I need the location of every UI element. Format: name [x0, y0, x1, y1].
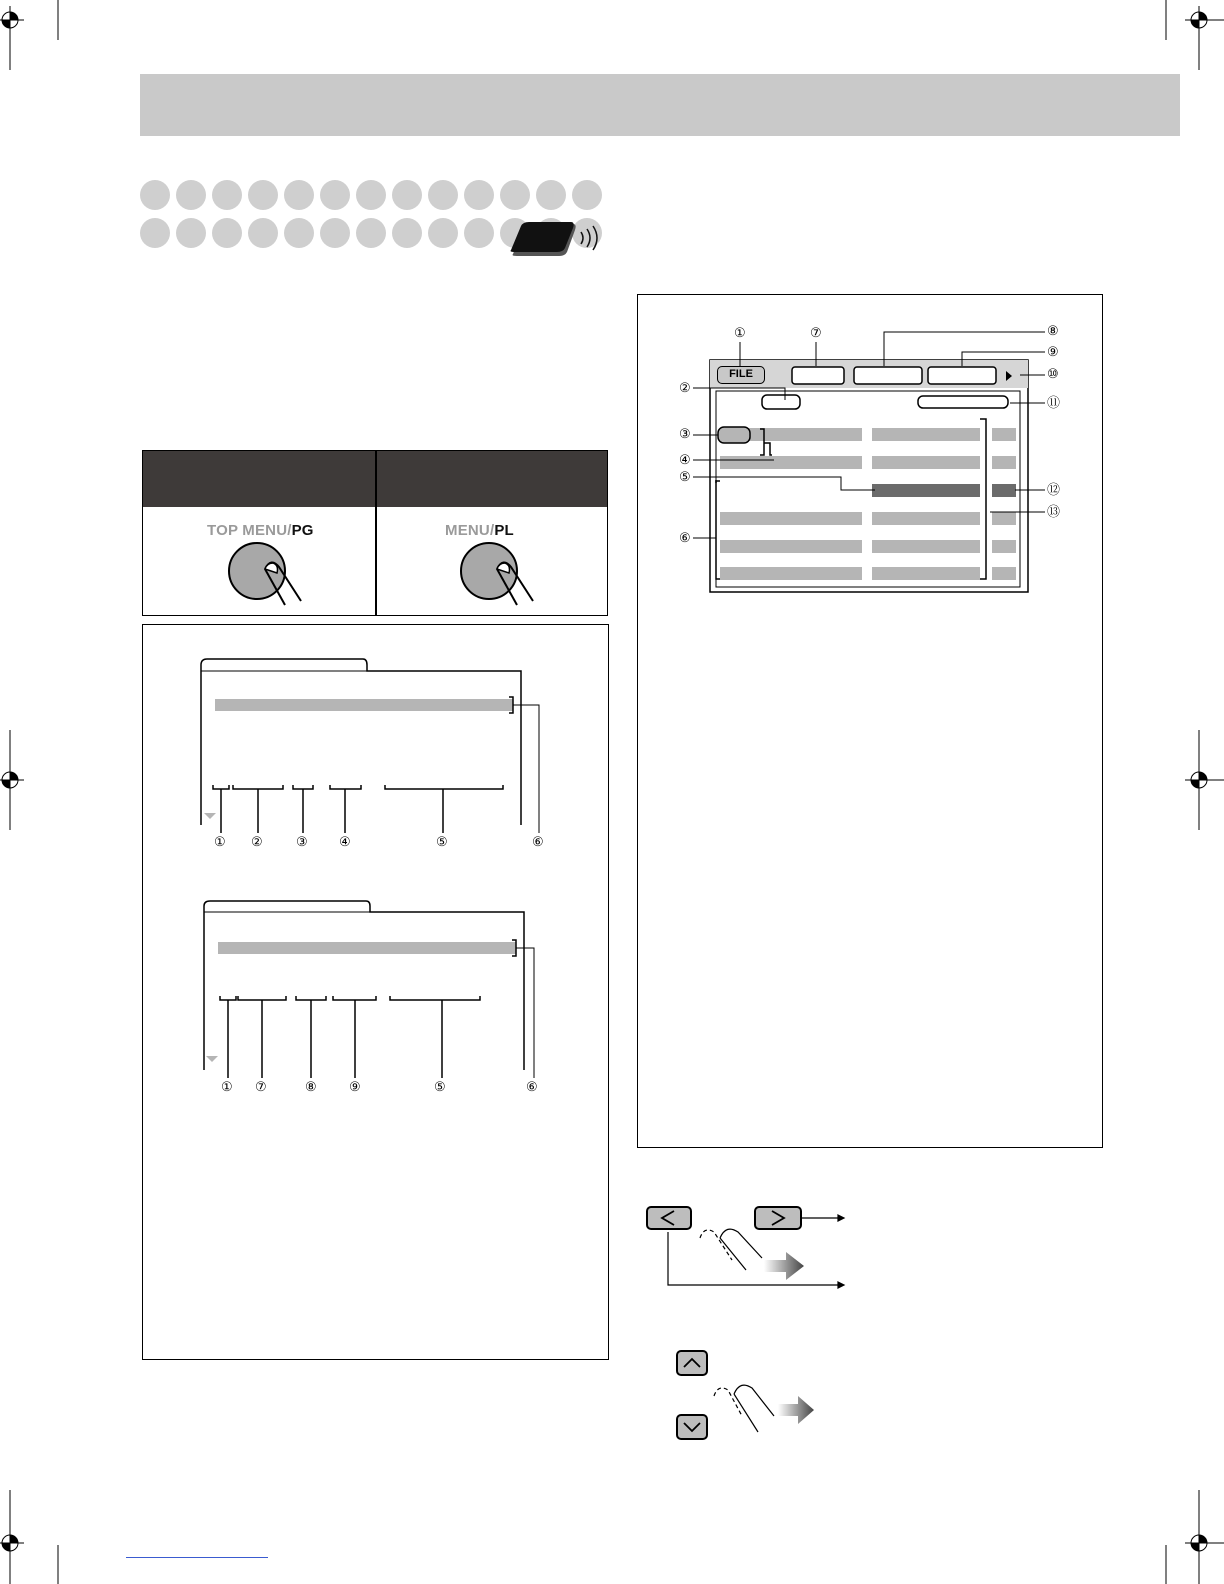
callout-r7: ⑦ — [810, 325, 822, 340]
header-band — [140, 74, 1180, 136]
callout-r13: ⑬ — [1047, 504, 1061, 519]
callout-5b: ⑤ — [434, 1079, 446, 1094]
callout-r4: ④ — [679, 452, 691, 467]
top-menu-suffix: PG — [291, 522, 314, 539]
menu-pl-button[interactable] — [457, 539, 547, 609]
callout-r8: ⑧ — [1047, 323, 1059, 338]
up-button[interactable] — [676, 1350, 708, 1376]
callout-5: ⑤ — [436, 834, 448, 849]
file-browser-leaders — [660, 320, 1080, 560]
table-header-right — [377, 451, 607, 507]
callout-3: ③ — [296, 834, 308, 849]
callout-1b: ① — [221, 1079, 233, 1094]
callout-r5: ⑤ — [679, 469, 691, 484]
playlist-diagram — [198, 898, 558, 1098]
table-header-left — [143, 451, 375, 507]
callout-4: ④ — [339, 834, 351, 849]
callout-r1: ① — [734, 325, 746, 340]
callout-9b: ⑨ — [349, 1079, 361, 1094]
skip-illustration — [660, 1208, 860, 1298]
callout-2: ② — [251, 834, 263, 849]
callout-r6: ⑥ — [679, 530, 691, 545]
callout-r11: ⑪ — [1047, 395, 1061, 410]
menu-suffix: PL — [494, 522, 514, 539]
scroll-illustration — [700, 1380, 830, 1440]
program-list-diagram — [195, 655, 555, 855]
table-divider — [375, 451, 377, 615]
menu-pl-label — [445, 522, 514, 539]
callout-7b: ⑦ — [255, 1079, 267, 1094]
top-menu-pg-label — [207, 522, 314, 539]
menu-prefix: MENU/ — [445, 522, 495, 539]
file-tab-button[interactable]: FILE — [717, 366, 765, 384]
callout-6: ⑥ — [532, 834, 544, 849]
top-menu-prefix: TOP MENU/ — [207, 522, 292, 539]
footer-line — [126, 1557, 268, 1558]
menu-button-table — [142, 450, 608, 616]
chevron-up-icon — [678, 1352, 706, 1374]
callout-r2: ② — [679, 380, 691, 395]
remote-only-icon — [505, 222, 605, 258]
top-menu-pg-button[interactable] — [225, 539, 315, 609]
callout-r10: ⑩ — [1047, 366, 1059, 381]
callout-6b: ⑥ — [526, 1079, 538, 1094]
callout-8b: ⑧ — [305, 1079, 317, 1094]
callout-r9: ⑨ — [1047, 344, 1059, 359]
callout-r3: ③ — [679, 426, 691, 441]
callout-r12: ⑫ — [1047, 482, 1061, 497]
callout-1: ① — [214, 834, 226, 849]
